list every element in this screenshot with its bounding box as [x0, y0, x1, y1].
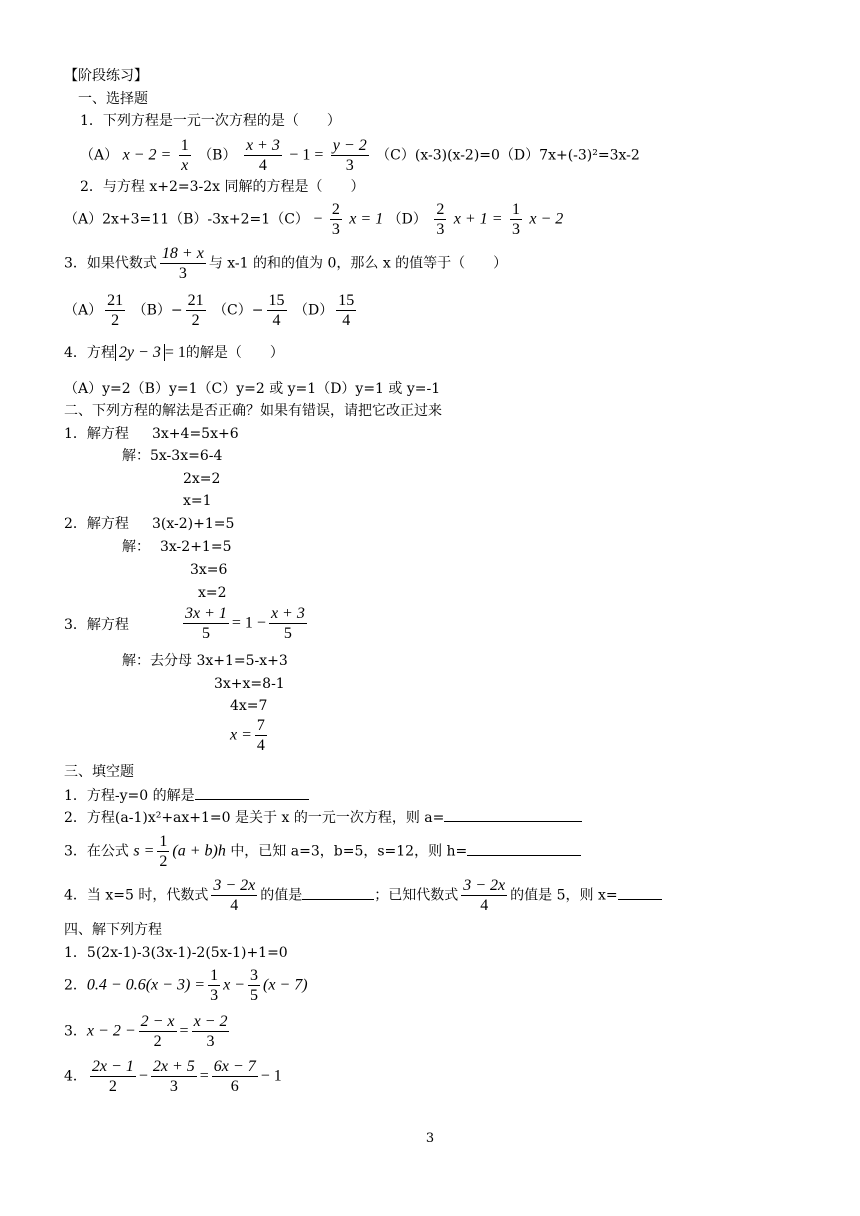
eq-4-frac-1: $\frac{2x - 1}{2}$ [91, 1058, 134, 1095]
eq-2-rest: (x − 7) [262, 976, 308, 994]
q1-option-b-mid: − 1 = [289, 146, 324, 164]
q3-option-c-label: （C）− [213, 302, 264, 319]
p3-equation [180, 604, 310, 643]
q4-stem-post: 的解是（ ） [185, 345, 284, 361]
q4-stem [64, 343, 284, 363]
q3-stem [64, 244, 507, 283]
fill-4-post: 的值是 5，则 x= [510, 887, 618, 904]
eq-4-rest: − 1 [260, 1067, 282, 1085]
q4-eq: = 1 [164, 344, 186, 361]
q3-stem-post: 与 x-1 的和的值为 0，那么 x 的值等于（ ） [208, 255, 508, 272]
p2-label: 2．解方程 [64, 516, 129, 532]
eq-4-label: 4． [64, 1068, 87, 1085]
q3-options [64, 291, 359, 330]
section-heading: 【阶段练习】 [64, 68, 148, 84]
eq-4-frac-3: $\frac{6x - 7}{6}$ [213, 1058, 256, 1095]
fill-2-text: 2．方程(a-1)x²+ax+1=0 是关于 x 的一元一次方程，则 a= [64, 810, 445, 826]
fill-1-blank[interactable] [195, 785, 309, 800]
fill-4-frac-1: $\frac{3 - 2x}{4}$ [213, 877, 256, 914]
q2-option-d-frac1: $\frac{2}{3}$ [436, 201, 445, 238]
q1-options [80, 136, 640, 175]
eq-2-frac-2: $\frac{3}{5}$ [249, 967, 258, 1004]
q1-option-a-frac: $\frac{1}{x}$ [180, 137, 189, 174]
q3-option-b-frac: $\frac{21}{2}$ [187, 292, 204, 329]
q4-abs-expr: 2y − 3 [115, 344, 165, 361]
fill-4-blank-2[interactable] [618, 885, 662, 900]
fill-3 [64, 832, 581, 871]
p3-step-4-frac: $\frac{7}{4}$ [256, 717, 265, 754]
q3-option-a-label: （A） [64, 302, 103, 319]
fill-4-frac-2: $\frac{3 - 2x}{4}$ [463, 877, 506, 914]
fill-2-blank[interactable] [444, 807, 582, 822]
q2-option-c-sign: − [313, 210, 323, 228]
fill-1-text: 1．方程-y=0 的解是 [64, 788, 195, 804]
eq-2-lhs: 0.4 − 0.6(x − 3) = [86, 976, 206, 994]
q1-option-b-frac2: $\frac{y - 2}{3}$ [332, 137, 367, 174]
q2-option-d-frac2: $\frac{1}{3}$ [511, 201, 520, 238]
eq-3-lhs: x − 2 − [86, 1022, 136, 1040]
fill-4-mid2: ；已知代数式 [374, 887, 459, 904]
p3-frac-2: $\frac{x + 3}{5}$ [270, 605, 305, 642]
fill-4-pre: 4．当 x=5 时，代数式 [64, 887, 209, 904]
p1-step-2: 2x=2 [183, 471, 221, 487]
p3-step-1: 解：去分母 3x+1=5-x+3 [122, 653, 288, 669]
p3-frac-1: $\frac{3x + 1}{5}$ [185, 605, 227, 642]
q2-option-d-mid: x + 1 = [453, 210, 503, 228]
q3-frac: $\frac{18 + x}{3}$ [161, 245, 204, 282]
p1-label: 1．解方程 [64, 426, 129, 442]
fill-1 [64, 785, 309, 806]
eq-3-eq: = [179, 1022, 189, 1040]
eq-2-mid: x − [223, 976, 245, 994]
p3-label: 3．解方程 [64, 617, 129, 633]
p3-step-3: 4x=7 [230, 698, 268, 714]
p3-step-4-lhs: x = [230, 726, 252, 744]
fill-4-blank-1[interactable] [302, 885, 374, 900]
p3-step-2: 3x+x=8-1 [214, 676, 285, 692]
eq-3-frac-1: $\frac{2 - x}{2}$ [140, 1013, 175, 1050]
q3-option-c-frac: $\frac{15}{4}$ [268, 292, 285, 329]
q3-option-d-label: （D） [293, 302, 334, 319]
p1-step-1: 解：5x-3x=6-4 [122, 448, 223, 464]
eq-2 [64, 966, 308, 1005]
section-3-title: 三、填空题 [64, 764, 134, 780]
eq-1: 1．5(2x-1)-3(3x-1)-2(5x-1)+1=0 [64, 945, 288, 961]
eq-3-label: 3． [64, 1023, 87, 1040]
p3-step-4 [230, 716, 270, 755]
q2-options-ab: （A）2x+3=11（B）-3x+2=1（C） [64, 211, 309, 228]
p2-step-1: 3x-2+1=5 [160, 539, 232, 555]
q2-option-c-rest: x = 1 [349, 210, 384, 228]
eq-4 [64, 1057, 282, 1096]
q2-option-d-label: （D） [387, 211, 427, 228]
p2-step-3: x=2 [198, 585, 227, 601]
p3-mid: = 1 − [231, 614, 266, 632]
fill-3-pre: 3．在公式 [64, 843, 129, 860]
eq-3 [64, 1012, 232, 1051]
fill-4 [64, 876, 662, 915]
q4-options: （A）y=2（B）y=1（C）y=2 或 y=1（D）y=1 或 y=-1 [64, 381, 441, 397]
fill-4-mid: 的值是 [260, 887, 303, 904]
q4-stem-pre: 4．方程 [64, 345, 115, 361]
p1-step-3: x=1 [183, 493, 212, 509]
q2-option-d-rest: x − 2 [529, 210, 564, 228]
eq-2-frac-1: $\frac{1}{3}$ [210, 967, 219, 1004]
q3-stem-pre: 3．如果代数式 [64, 255, 157, 272]
q2-option-c-frac: $\frac{2}{3}$ [331, 201, 340, 238]
fill-3-frac: $\frac{1}{2}$ [159, 833, 168, 870]
q1-stem: 1．下列方程是一元一次方程的是（ ） [80, 113, 341, 129]
p2-equation: 3(x-2)+1=5 [152, 516, 235, 532]
fill-3-expr: (a + b)h [172, 842, 226, 860]
fill-3-s: s = [133, 842, 155, 860]
section-2-title: 二、下列方程的解法是否正确？如果有错误，请把它改正过来 [64, 403, 442, 419]
p2-step-1-label: 解： [122, 539, 150, 555]
q1-option-a-expr: x − 2 = [122, 146, 172, 164]
eq-3-frac-2: $\frac{x - 2}{3}$ [193, 1013, 228, 1050]
fill-3-post: 中，已知 a=3，b=5，s=12，则 h= [230, 843, 468, 860]
p1-equation: 3x+4=5x+6 [152, 426, 239, 442]
q3-option-d-frac: $\frac{15}{4}$ [338, 292, 355, 329]
q2-stem: 2．与方程 x+2=3-2x 同解的方程是（ ） [80, 179, 365, 195]
eq-4-eq: = [199, 1067, 209, 1085]
q1-option-a-label: （A） [80, 147, 119, 164]
fill-3-blank[interactable] [467, 841, 581, 856]
fill-2 [64, 807, 582, 828]
eq-2-label: 2． [64, 977, 87, 994]
q1-option-b-frac1: $\frac{x + 3}{4}$ [245, 137, 280, 174]
eq-4-op: − [138, 1067, 148, 1085]
q1-option-c: （C）(x-3)(x-2)=0 [376, 147, 500, 164]
q1-option-b-label: （B） [198, 147, 237, 164]
q3-option-b-label: （B）− [132, 302, 183, 319]
p2-step-2: 3x=6 [190, 562, 228, 578]
page-number: 3 [425, 1131, 435, 1146]
q1-option-d: （D）7x+(-3)²=3x-2 [499, 147, 640, 164]
section-1-title: 一、选择题 [78, 91, 148, 107]
eq-4-frac-2: $\frac{2x + 5}{3}$ [152, 1058, 195, 1095]
q2-options [64, 200, 563, 239]
q3-option-a-frac: $\frac{21}{2}$ [107, 292, 124, 329]
section-4-title: 四、解下列方程 [64, 922, 162, 938]
